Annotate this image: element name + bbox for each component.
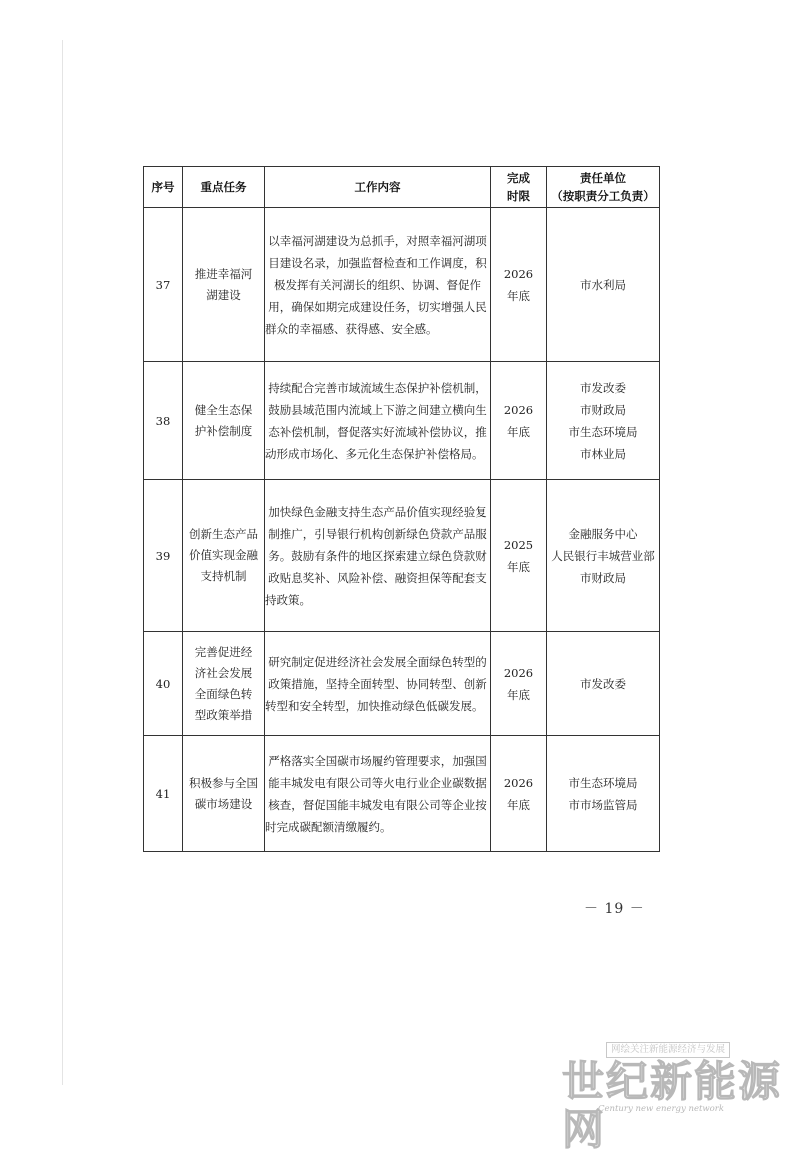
page-edge-line <box>62 40 63 1085</box>
table-row <box>144 362 660 480</box>
row-unit: 金融服务中心 <box>568 526 638 541</box>
row-task <box>183 736 265 852</box>
row-units <box>547 632 660 736</box>
row-task-line: 推进幸福河 <box>194 266 253 281</box>
header-unit <box>547 167 660 208</box>
row-deadline-suffix: 年底 <box>507 797 530 812</box>
row-task-line: 积极参与全国 <box>189 775 258 790</box>
row-deadline-year: 2025 <box>503 537 534 552</box>
row-deadline-suffix: 年底 <box>507 424 530 439</box>
row-number: 37 <box>144 208 183 362</box>
table-row <box>144 480 660 632</box>
row-deadline-year: 2026 <box>503 266 534 281</box>
row-task-line: 价值实现金融 <box>189 548 258 562</box>
row-deadline-year: 2026 <box>503 402 534 417</box>
header-unit-line-2: （按职责分工负责） <box>551 189 655 203</box>
row-task-line: 济社会发展 <box>194 665 253 680</box>
task-table <box>143 166 660 852</box>
watermark-title: 世纪新能源网 <box>562 1057 783 1154</box>
row-task-line: 支持机制 <box>200 569 247 583</box>
row-unit: 市水利局 <box>580 277 626 292</box>
row-task <box>183 208 265 362</box>
row-units <box>547 736 660 852</box>
row-deadline-year: 2026 <box>503 775 534 790</box>
table-row <box>144 632 660 736</box>
header-deadline-line-1: 完成 <box>507 171 530 185</box>
row-unit: 市发改委 <box>580 380 626 395</box>
row-task <box>183 480 265 632</box>
row-content: 以幸福河湖建设为总抓手，对照幸福河湖项目建设名录，加强监督检查和工作调度，积极发挥有关河湖长的组织、协调、督促作用，确保如期完成建设任务，切实增强人民群众的幸福感、获得感、安全感。 <box>265 208 491 362</box>
row-task-line: 碳市场建设 <box>194 796 253 811</box>
row-deadline <box>491 208 547 362</box>
row-deadline-suffix: 年底 <box>507 687 530 702</box>
row-deadline-year: 2026 <box>503 665 534 680</box>
header-deadline-line-2: 时限 <box>507 189 530 203</box>
row-task <box>183 362 265 480</box>
header-no: 序号 <box>144 167 183 208</box>
watermark-tagline: 网绘关注新能源经济与发展 <box>606 1042 730 1058</box>
row-content: 加快绿色金融支持生态产品价值实现经验复制推广，引导银行机构创新绿色贷款产品服务。鼓励有条件的地区探索建立绿色贷款财政贴息奖补、风险补偿、融资担保等配套支持政策。 <box>265 480 491 632</box>
table-row <box>144 208 660 362</box>
table-header-row <box>144 167 660 208</box>
row-task-line: 完善促进经 <box>194 644 253 659</box>
header-content: 工作内容 <box>265 167 491 208</box>
row-task-line: 健全生态保 <box>194 402 253 417</box>
row-units <box>547 480 660 632</box>
row-task-line: 全面绿色转 <box>194 686 253 701</box>
row-units <box>547 208 660 362</box>
row-unit: 市财政局 <box>580 570 626 585</box>
row-number: 39 <box>144 480 183 632</box>
row-number: 40 <box>144 632 183 736</box>
row-content: 持续配合完善市域流域生态保护补偿机制，鼓励县域范围内流域上下游之间建立横向生态补偿机制，督促落实好流域补偿协议，推动形成市场化、多元化生态保护补偿格局。 <box>265 362 491 480</box>
row-task-line: 型政策举措 <box>194 707 253 722</box>
row-number: 41 <box>144 736 183 852</box>
row-task <box>183 632 265 736</box>
row-unit: 市市场监管局 <box>568 797 638 812</box>
row-unit: 市生态环境局 <box>568 424 638 439</box>
row-unit: 人民银行丰城营业部 <box>551 548 655 563</box>
row-deadline <box>491 362 547 480</box>
header-task: 重点任务 <box>183 167 265 208</box>
header-unit-line-1: 责任单位 <box>580 171 626 185</box>
row-content: 研究制定促进经济社会发展全面绿色转型的政策措施，坚持全面转型、协同转型、创新转型和安全转型，加快推动绿色低碳发展。 <box>265 632 491 736</box>
watermark-subtitle: Century new energy network <box>598 1104 725 1114</box>
row-unit: 市发改委 <box>580 676 626 691</box>
header-deadline <box>491 167 547 208</box>
row-deadline <box>491 632 547 736</box>
table-row <box>144 736 660 852</box>
row-deadline <box>491 480 547 632</box>
row-deadline-suffix: 年底 <box>507 288 530 303</box>
row-unit: 市生态环境局 <box>568 775 638 790</box>
row-unit: 市财政局 <box>580 402 626 417</box>
row-task-line: 护补偿制度 <box>194 423 253 438</box>
row-content: 严格落实全国碳市场履约管理要求，加强国能丰城发电有限公司等火电行业企业碳数据核查，督促国能丰城发电有限公司等企业按时完成碳配额清缴履约。 <box>265 736 491 852</box>
row-deadline <box>491 736 547 852</box>
row-task-line: 湖建设 <box>206 287 241 302</box>
row-deadline-suffix: 年底 <box>507 559 530 574</box>
row-unit: 市林业局 <box>580 446 626 461</box>
row-units <box>547 362 660 480</box>
row-task-line: 创新生态产品 <box>189 527 258 541</box>
row-number: 38 <box>144 362 183 480</box>
page-number: － 19 － <box>584 901 645 917</box>
